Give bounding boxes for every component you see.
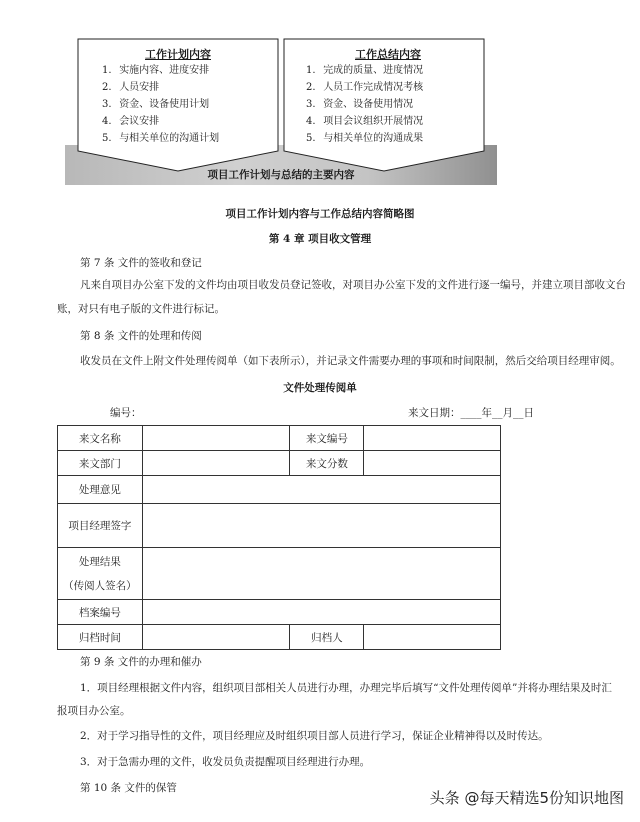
list-item: 3. 资金、设备使用情况	[306, 99, 414, 110]
article-9-heading: 第 9 条 文件的办理和催办	[80, 656, 202, 668]
table-row	[58, 504, 501, 548]
form-cell-input[interactable]	[364, 625, 501, 650]
plan-box-title: 工作计划内容	[145, 48, 211, 61]
list-item: 1. 完成的质量、进度情况	[306, 65, 424, 76]
list-item: 3. 资金、设备使用计划	[102, 99, 210, 110]
list-item: 5. 与相关单位的沟通成果	[306, 133, 424, 144]
article-7-heading: 第 7 条 文件的签收和登记	[80, 257, 202, 269]
form-date-label: 来文日期：____年__月__日	[408, 407, 534, 419]
form-cell-input[interactable]	[364, 451, 501, 476]
article-9-p3: 3．对于急需办理的文件，收发员负责提醒项目经理进行办理。	[80, 756, 371, 768]
article-7-line2: 账，对只有电子版的文件进行标记。	[57, 303, 225, 315]
table-row	[58, 625, 501, 650]
form-cell-label: 归档人	[290, 625, 364, 650]
form-cell-label: 来文编号	[290, 426, 364, 451]
list-item: 4. 项目会议组织开展情况	[306, 116, 424, 127]
table-row	[58, 426, 501, 451]
diagram-band-label: 项目工作计划与总结的主要内容	[207, 169, 355, 181]
table-row	[58, 600, 501, 625]
article-10-heading: 第 10 条 文件的保管	[80, 782, 177, 794]
document-routing-form	[57, 425, 501, 650]
form-cell-label: 档案编号	[58, 600, 143, 625]
form-cell-label	[58, 548, 143, 600]
list-item: 2. 人员工作完成情况考核	[306, 82, 424, 93]
table-row	[58, 476, 501, 504]
list-item: 5. 与相关单位的沟通计划	[102, 133, 220, 144]
form-cell-label: 来文部门	[58, 451, 143, 476]
form-cell-input[interactable]	[142, 625, 290, 650]
diagram-caption: 项目工作计划内容与工作总结内容简略图	[225, 208, 415, 220]
table-row	[58, 451, 501, 476]
plan-box-list	[102, 62, 219, 147]
form-cell-label-line2: （传阅人签名）	[63, 579, 137, 592]
summary-box-title: 工作总结内容	[355, 48, 421, 61]
summary-box-list	[306, 62, 423, 147]
article-8-heading: 第 8 条 文件的处理和传阅	[80, 330, 202, 342]
form-cell-label: 来文分数	[290, 451, 364, 476]
form-cell-input[interactable]	[142, 600, 500, 625]
form-cell-label: 项目经理签字	[58, 504, 143, 548]
form-cell-input[interactable]	[142, 426, 290, 451]
form-title: 文件处理传阅单	[283, 382, 357, 394]
chapter-heading: 第 4 章 项目收文管理	[268, 233, 372, 245]
form-cell-label: 来文名称	[58, 426, 143, 451]
form-cell-label: 归档时间	[58, 625, 143, 650]
article-9-p2: 2．对于学习指导性的文件，项目经理应及时组织项目部人员进行学习，保证企业精神得以及时传达。	[80, 730, 549, 742]
form-cell-input[interactable]	[142, 548, 500, 600]
form-number-label: 编号：	[110, 407, 142, 419]
article-8-line1: 收发员在文件上附文件处理传阅单（如下表所示），并记录文件需要办理的事项和时间限制，然后交给项目经理审阅。	[80, 355, 621, 367]
form-cell-input[interactable]	[142, 504, 500, 548]
article-7-line1: 凡来自项目办公室下发的文件均由项目收发员登记签收，对项目办公室下发的文件进行逐一编号，并建立项目部收文台	[80, 279, 626, 291]
list-item: 2. 人员安排	[102, 82, 160, 93]
watermark: 头条 @每天精选5份知识地图	[429, 789, 624, 807]
form-cell-input[interactable]	[364, 426, 501, 451]
form-cell-label-line1: 处理结果	[78, 555, 121, 568]
form-cell-input[interactable]	[142, 476, 500, 504]
list-item: 1. 实施内容、进度安排	[102, 65, 210, 76]
list-item: 4. 会议安排	[102, 116, 160, 127]
table-row	[58, 548, 501, 600]
article-9-p1-line1: 1．项目经理根据文件内容，组织项目部相关人员进行办理，办理完毕后填写“文件处理传阅单”并将办理结果及时汇	[80, 682, 612, 694]
form-cell-input[interactable]	[142, 451, 290, 476]
article-9-p1-line2: 报项目办公室。	[57, 705, 131, 717]
form-cell-label: 处理意见	[58, 476, 143, 504]
